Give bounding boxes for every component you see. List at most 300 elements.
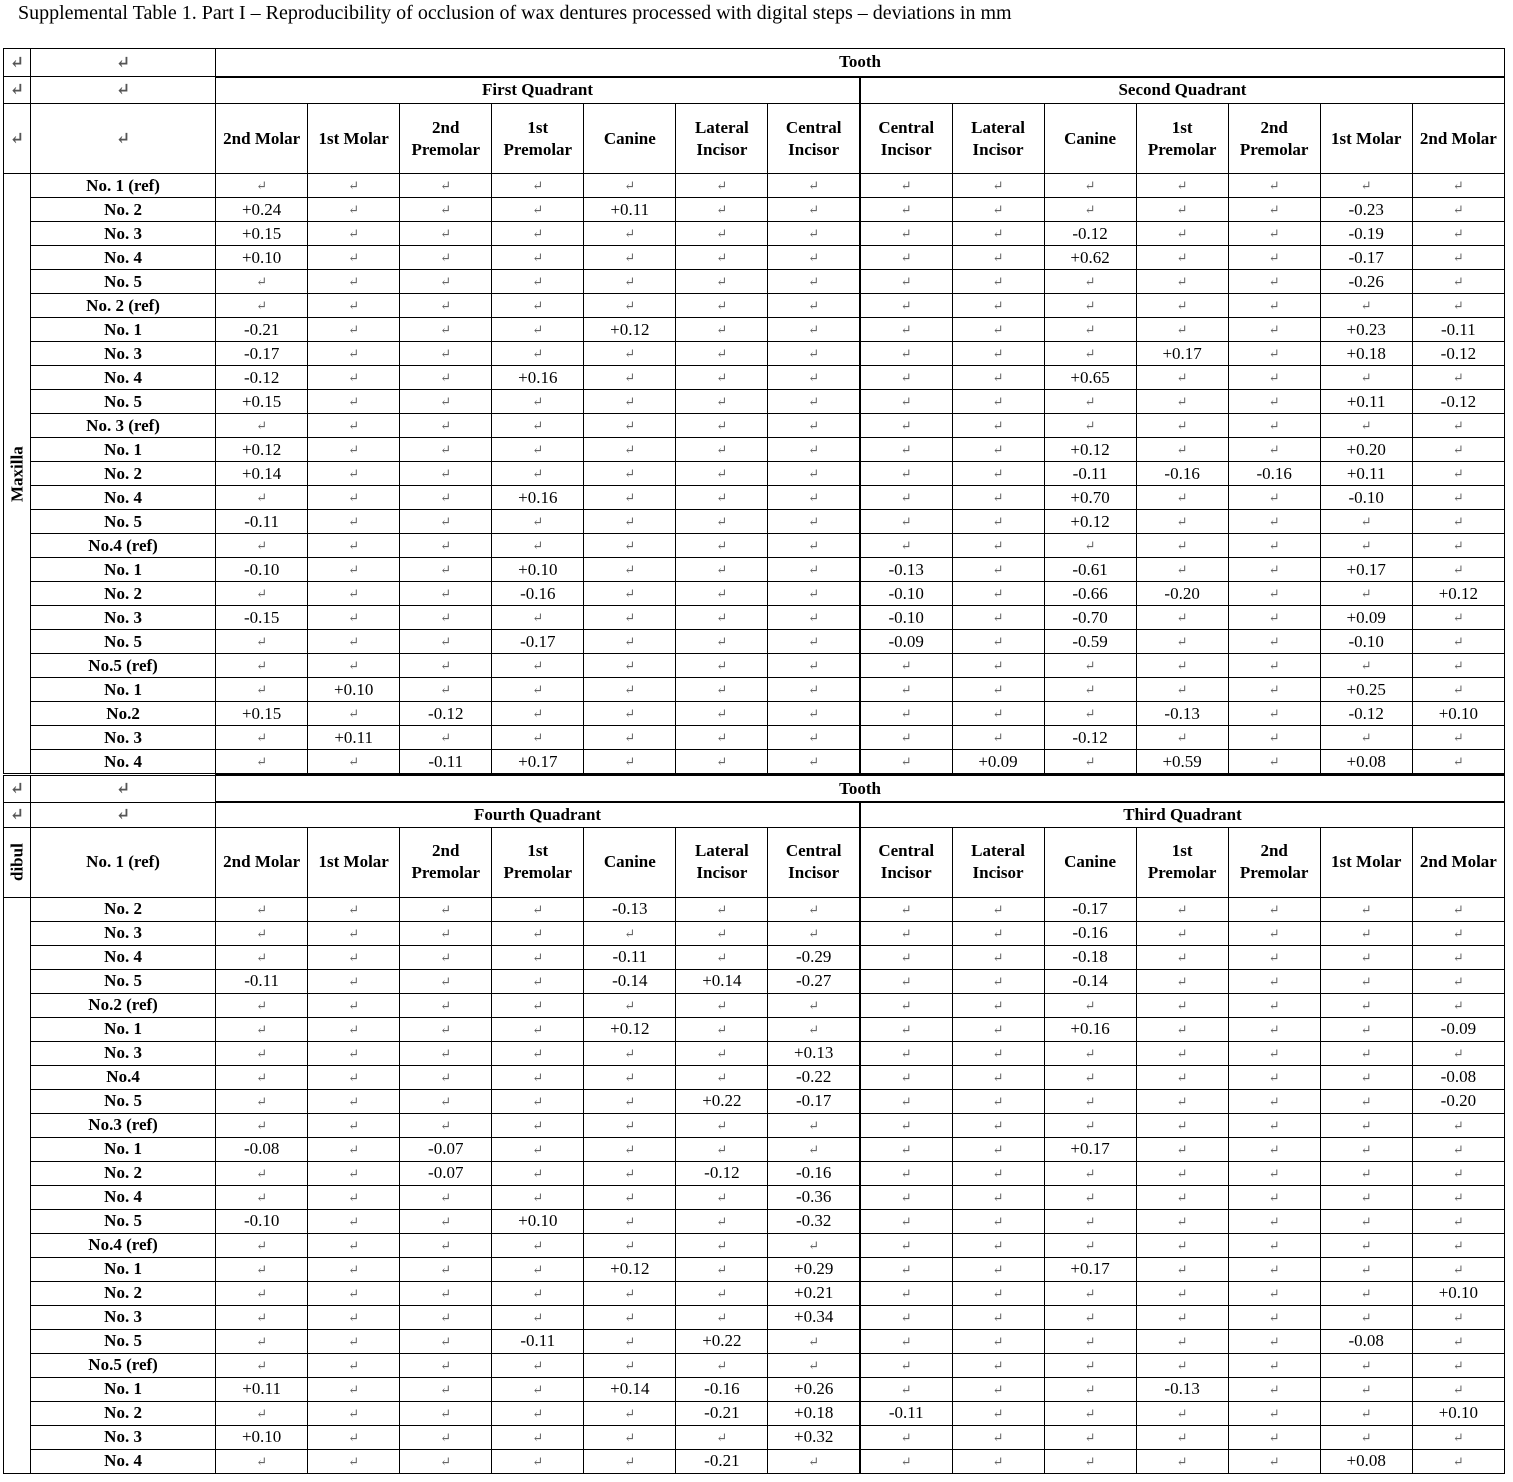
empty-cell bbox=[1412, 1425, 1504, 1449]
empty-cell bbox=[308, 1137, 400, 1161]
empty-cell bbox=[1136, 1137, 1228, 1161]
row-label: No. 2 bbox=[31, 198, 216, 222]
empty-cell bbox=[1044, 1329, 1136, 1353]
empty-cell bbox=[308, 390, 400, 414]
empty-cell bbox=[1136, 558, 1228, 582]
deviation-value: +0.10 bbox=[1412, 702, 1504, 726]
empty-cell bbox=[676, 534, 768, 558]
empty-cell bbox=[768, 1113, 860, 1137]
empty-cell bbox=[676, 222, 768, 246]
empty-cell bbox=[1136, 1305, 1228, 1329]
empty-cell bbox=[216, 726, 308, 750]
empty-cell bbox=[492, 294, 584, 318]
empty-cell bbox=[676, 1041, 768, 1065]
empty-cell bbox=[400, 1329, 492, 1353]
row-label: No. 3 bbox=[31, 921, 216, 945]
deviation-value: +0.16 bbox=[492, 486, 584, 510]
empty-cell bbox=[308, 969, 400, 993]
empty-cell bbox=[400, 993, 492, 1017]
deviation-value: -0.12 bbox=[1044, 222, 1136, 246]
empty-cell bbox=[676, 558, 768, 582]
row-label: No.2 bbox=[31, 702, 216, 726]
empty-cell bbox=[400, 1065, 492, 1089]
empty-cell bbox=[308, 582, 400, 606]
empty-cell bbox=[768, 246, 860, 270]
empty-cell bbox=[1136, 1041, 1228, 1065]
empty-cell bbox=[952, 1353, 1044, 1377]
deviation-value: -0.08 bbox=[1412, 1065, 1504, 1089]
empty-cell bbox=[1044, 198, 1136, 222]
empty-cell bbox=[400, 558, 492, 582]
deviation-value: -0.10 bbox=[1320, 630, 1412, 654]
empty-cell bbox=[308, 342, 400, 366]
empty-cell bbox=[1228, 246, 1320, 270]
empty-cell bbox=[584, 1185, 676, 1209]
empty-cell bbox=[492, 1377, 584, 1401]
deviation-value: -0.14 bbox=[584, 969, 676, 993]
deviation-value: +0.17 bbox=[1044, 1137, 1136, 1161]
empty-cell bbox=[216, 1449, 308, 1473]
deviation-value: -0.12 bbox=[1412, 390, 1504, 414]
empty-cell bbox=[584, 222, 676, 246]
empty-cell bbox=[400, 1257, 492, 1281]
empty-cell bbox=[584, 486, 676, 510]
empty-cell bbox=[308, 294, 400, 318]
empty-cell bbox=[584, 414, 676, 438]
empty-cell bbox=[860, 318, 952, 342]
empty-cell bbox=[1228, 606, 1320, 630]
empty-cell bbox=[1412, 534, 1504, 558]
empty-cell bbox=[860, 270, 952, 294]
empty-cell bbox=[1228, 897, 1320, 921]
column-header: Lateral Incisor bbox=[676, 827, 768, 897]
empty-cell bbox=[1136, 945, 1228, 969]
deviation-value: -0.19 bbox=[1320, 222, 1412, 246]
deviation-value: +0.11 bbox=[216, 1377, 308, 1401]
empty-cell bbox=[1320, 294, 1412, 318]
empty-cell bbox=[216, 1401, 308, 1425]
table-row bbox=[4, 534, 1505, 558]
row-label: No. 1 bbox=[31, 1257, 216, 1281]
empty-cell bbox=[492, 1233, 584, 1257]
deviation-value: -0.27 bbox=[768, 969, 860, 993]
empty-cell bbox=[400, 921, 492, 945]
deviation-value: -0.12 bbox=[216, 366, 308, 390]
table-row bbox=[4, 897, 1505, 921]
deviation-value: -0.11 bbox=[216, 969, 308, 993]
empty-cell bbox=[308, 921, 400, 945]
fourth-quadrant-header: Fourth Quadrant bbox=[216, 802, 860, 827]
corner-mark: ↵ bbox=[4, 77, 31, 104]
empty-cell bbox=[308, 1449, 400, 1473]
empty-cell bbox=[1136, 1185, 1228, 1209]
deviation-value: -0.15 bbox=[216, 606, 308, 630]
empty-cell bbox=[952, 702, 1044, 726]
row-label: No. 5 bbox=[31, 1209, 216, 1233]
empty-cell bbox=[308, 702, 400, 726]
deviation-value: -0.12 bbox=[1412, 342, 1504, 366]
empty-cell bbox=[216, 921, 308, 945]
empty-cell bbox=[1044, 390, 1136, 414]
row-label: No.4 (ref) bbox=[31, 534, 216, 558]
row-label: No. 3 bbox=[31, 342, 216, 366]
row-label: No. 3 bbox=[31, 222, 216, 246]
empty-cell bbox=[952, 510, 1044, 534]
empty-cell bbox=[400, 630, 492, 654]
empty-cell bbox=[1228, 390, 1320, 414]
empty-cell bbox=[584, 993, 676, 1017]
empty-cell bbox=[308, 462, 400, 486]
empty-cell bbox=[400, 726, 492, 750]
empty-cell bbox=[1044, 750, 1136, 774]
empty-cell bbox=[676, 1209, 768, 1233]
empty-cell bbox=[308, 1185, 400, 1209]
row-label: No. 2 bbox=[31, 1281, 216, 1305]
empty-cell bbox=[216, 897, 308, 921]
empty-cell bbox=[860, 246, 952, 270]
empty-cell bbox=[1136, 1257, 1228, 1281]
empty-cell bbox=[1412, 1113, 1504, 1137]
empty-cell bbox=[1320, 993, 1412, 1017]
empty-cell bbox=[860, 1233, 952, 1257]
empty-cell bbox=[1136, 1233, 1228, 1257]
empty-cell bbox=[492, 897, 584, 921]
empty-cell bbox=[308, 510, 400, 534]
row-label: No. 1 bbox=[31, 678, 216, 702]
empty-cell bbox=[952, 294, 1044, 318]
empty-cell bbox=[216, 486, 308, 510]
empty-cell bbox=[216, 993, 308, 1017]
empty-cell bbox=[492, 1089, 584, 1113]
empty-cell bbox=[1412, 630, 1504, 654]
empty-cell bbox=[768, 366, 860, 390]
empty-cell bbox=[1228, 1065, 1320, 1089]
empty-cell bbox=[860, 438, 952, 462]
row-label: No. 1 (ref) bbox=[31, 174, 216, 198]
table-row bbox=[4, 270, 1505, 294]
deviation-value: +0.14 bbox=[676, 969, 768, 993]
table-row bbox=[4, 1065, 1505, 1089]
empty-cell bbox=[492, 510, 584, 534]
deviation-value: -0.11 bbox=[400, 750, 492, 774]
row-label: No. 5 bbox=[31, 630, 216, 654]
deviation-value: +0.18 bbox=[1320, 342, 1412, 366]
table-row bbox=[4, 654, 1505, 678]
empty-cell bbox=[1228, 1137, 1320, 1161]
empty-cell bbox=[1412, 294, 1504, 318]
empty-cell bbox=[308, 1089, 400, 1113]
empty-cell bbox=[860, 726, 952, 750]
empty-cell bbox=[1320, 1281, 1412, 1305]
column-header: Central Incisor bbox=[860, 104, 952, 174]
empty-cell bbox=[216, 294, 308, 318]
row-label: No. 1 bbox=[31, 318, 216, 342]
empty-cell bbox=[768, 1233, 860, 1257]
empty-cell bbox=[216, 1233, 308, 1257]
deviation-value: -0.11 bbox=[584, 945, 676, 969]
empty-cell bbox=[768, 414, 860, 438]
row-label: No. 3 bbox=[31, 1041, 216, 1065]
empty-cell bbox=[400, 390, 492, 414]
empty-cell bbox=[584, 606, 676, 630]
deviation-value: +0.17 bbox=[1044, 1257, 1136, 1281]
empty-cell bbox=[768, 993, 860, 1017]
column-header: 1st Molar bbox=[1320, 827, 1412, 897]
empty-cell bbox=[1228, 1233, 1320, 1257]
empty-cell bbox=[1412, 510, 1504, 534]
empty-cell bbox=[768, 438, 860, 462]
empty-cell bbox=[400, 510, 492, 534]
row-label: No. 3 bbox=[31, 1305, 216, 1329]
empty-cell bbox=[1412, 366, 1504, 390]
deviation-value: +0.11 bbox=[1320, 390, 1412, 414]
deviation-value: +0.11 bbox=[308, 726, 400, 750]
deviation-value: -0.21 bbox=[676, 1449, 768, 1473]
empty-cell bbox=[1228, 702, 1320, 726]
row-label: No. 1 bbox=[31, 1137, 216, 1161]
empty-cell bbox=[584, 438, 676, 462]
empty-cell bbox=[1136, 969, 1228, 993]
empty-cell bbox=[676, 1425, 768, 1449]
empty-cell bbox=[860, 1113, 952, 1137]
deviation-value: -0.21 bbox=[216, 318, 308, 342]
empty-cell bbox=[1136, 921, 1228, 945]
empty-cell bbox=[952, 1401, 1044, 1425]
empty-cell bbox=[952, 1041, 1044, 1065]
table-row bbox=[4, 1089, 1505, 1113]
empty-cell bbox=[492, 342, 584, 366]
empty-cell bbox=[492, 969, 584, 993]
empty-cell bbox=[584, 1353, 676, 1377]
empty-cell bbox=[676, 198, 768, 222]
empty-cell bbox=[952, 1377, 1044, 1401]
deviation-value: +0.23 bbox=[1320, 318, 1412, 342]
deviation-value: -0.12 bbox=[1044, 726, 1136, 750]
empty-cell bbox=[400, 438, 492, 462]
empty-cell bbox=[216, 750, 308, 774]
empty-cell bbox=[1228, 366, 1320, 390]
deviation-value: +0.15 bbox=[216, 702, 308, 726]
column-header: Canine bbox=[1044, 827, 1136, 897]
empty-cell bbox=[1044, 1449, 1136, 1473]
empty-cell bbox=[584, 1089, 676, 1113]
empty-cell bbox=[308, 1377, 400, 1401]
empty-cell bbox=[400, 897, 492, 921]
empty-cell bbox=[860, 462, 952, 486]
empty-cell bbox=[492, 921, 584, 945]
empty-cell bbox=[1320, 510, 1412, 534]
empty-cell bbox=[1412, 558, 1504, 582]
empty-cell bbox=[952, 1257, 1044, 1281]
empty-cell bbox=[860, 222, 952, 246]
empty-cell bbox=[1136, 1089, 1228, 1113]
empty-cell bbox=[492, 270, 584, 294]
empty-cell bbox=[492, 1041, 584, 1065]
empty-cell bbox=[768, 582, 860, 606]
deviation-value: -0.16 bbox=[768, 1161, 860, 1185]
empty-cell bbox=[676, 510, 768, 534]
empty-cell bbox=[952, 414, 1044, 438]
empty-cell bbox=[584, 390, 676, 414]
empty-cell bbox=[1228, 1113, 1320, 1137]
empty-cell bbox=[216, 1041, 308, 1065]
empty-cell bbox=[308, 414, 400, 438]
deviation-value: +0.10 bbox=[308, 678, 400, 702]
table-row bbox=[4, 921, 1505, 945]
empty-cell bbox=[676, 1257, 768, 1281]
column-header: Canine bbox=[1044, 104, 1136, 174]
empty-cell bbox=[676, 462, 768, 486]
deviation-value: -0.61 bbox=[1044, 558, 1136, 582]
deviation-value: +0.09 bbox=[952, 750, 1044, 774]
empty-cell bbox=[952, 1161, 1044, 1185]
empty-cell bbox=[676, 750, 768, 774]
empty-cell bbox=[1136, 606, 1228, 630]
table-row bbox=[4, 438, 1505, 462]
empty-cell bbox=[1044, 318, 1136, 342]
empty-cell bbox=[1136, 222, 1228, 246]
empty-cell bbox=[492, 654, 584, 678]
empty-cell bbox=[400, 246, 492, 270]
column-header: 2nd Molar bbox=[1412, 827, 1504, 897]
deviation-value: -0.59 bbox=[1044, 630, 1136, 654]
empty-cell bbox=[400, 174, 492, 198]
empty-cell bbox=[1320, 945, 1412, 969]
empty-cell bbox=[1228, 1017, 1320, 1041]
table-row bbox=[4, 510, 1505, 534]
row-label: No. 4 bbox=[31, 1185, 216, 1209]
deviation-value: -0.36 bbox=[768, 1185, 860, 1209]
empty-cell bbox=[768, 558, 860, 582]
empty-cell bbox=[860, 750, 952, 774]
empty-cell bbox=[1228, 318, 1320, 342]
table-row bbox=[4, 174, 1505, 198]
deviation-value: -0.07 bbox=[400, 1161, 492, 1185]
empty-cell bbox=[952, 1089, 1044, 1113]
empty-cell bbox=[1412, 897, 1504, 921]
table-row bbox=[4, 1305, 1505, 1329]
empty-cell bbox=[676, 486, 768, 510]
empty-cell bbox=[584, 1281, 676, 1305]
empty-cell bbox=[584, 246, 676, 270]
empty-cell bbox=[768, 1449, 860, 1473]
empty-cell bbox=[952, 726, 1044, 750]
empty-cell bbox=[1136, 678, 1228, 702]
empty-cell bbox=[860, 1041, 952, 1065]
empty-cell bbox=[216, 1185, 308, 1209]
empty-cell bbox=[860, 294, 952, 318]
deviation-value: -0.17 bbox=[768, 1089, 860, 1113]
table-row bbox=[4, 342, 1505, 366]
empty-cell bbox=[216, 654, 308, 678]
empty-cell bbox=[1320, 726, 1412, 750]
table-row bbox=[4, 678, 1505, 702]
empty-cell bbox=[216, 678, 308, 702]
deviation-value: -0.29 bbox=[768, 945, 860, 969]
column-header: Canine bbox=[584, 104, 676, 174]
empty-cell bbox=[1044, 342, 1136, 366]
empty-cell bbox=[1228, 1329, 1320, 1353]
empty-cell bbox=[216, 945, 308, 969]
empty-cell bbox=[1320, 366, 1412, 390]
deviation-value: -0.10 bbox=[860, 582, 952, 606]
column-header: 1st Molar bbox=[308, 827, 400, 897]
deviation-value: -0.26 bbox=[1320, 270, 1412, 294]
empty-cell bbox=[860, 1161, 952, 1185]
empty-cell bbox=[768, 654, 860, 678]
empty-cell bbox=[952, 1329, 1044, 1353]
row-label: No. 2 bbox=[31, 1161, 216, 1185]
empty-cell bbox=[400, 945, 492, 969]
empty-cell bbox=[1412, 1233, 1504, 1257]
empty-cell bbox=[1044, 1401, 1136, 1425]
empty-cell bbox=[308, 654, 400, 678]
empty-cell bbox=[308, 897, 400, 921]
row-label: No. 3 bbox=[31, 726, 216, 750]
empty-cell bbox=[952, 1449, 1044, 1473]
empty-cell bbox=[400, 1089, 492, 1113]
empty-cell bbox=[584, 270, 676, 294]
empty-cell bbox=[216, 174, 308, 198]
deviation-value: +0.12 bbox=[584, 1017, 676, 1041]
empty-cell bbox=[584, 366, 676, 390]
corner-mark: ↵ bbox=[4, 104, 31, 174]
empty-cell bbox=[676, 1113, 768, 1137]
table-row bbox=[4, 1401, 1505, 1425]
deviation-value: -0.21 bbox=[676, 1401, 768, 1425]
empty-cell bbox=[492, 702, 584, 726]
empty-cell bbox=[308, 750, 400, 774]
mandible-side-label: dibul bbox=[4, 827, 31, 897]
empty-cell bbox=[1412, 726, 1504, 750]
empty-cell bbox=[860, 1281, 952, 1305]
table-row bbox=[4, 1185, 1505, 1209]
empty-cell bbox=[1320, 1089, 1412, 1113]
empty-cell bbox=[1136, 1401, 1228, 1425]
empty-cell bbox=[676, 366, 768, 390]
deviation-value: +0.08 bbox=[1320, 1449, 1412, 1473]
row-label: No.4 bbox=[31, 1065, 216, 1089]
row-label: No.2 (ref) bbox=[31, 993, 216, 1017]
empty-cell bbox=[400, 270, 492, 294]
empty-cell bbox=[308, 945, 400, 969]
empty-cell bbox=[952, 222, 1044, 246]
deviation-value: -0.12 bbox=[1320, 702, 1412, 726]
row-label: No. 5 bbox=[31, 1089, 216, 1113]
empty-cell bbox=[308, 246, 400, 270]
empty-cell bbox=[1136, 1425, 1228, 1449]
empty-cell bbox=[492, 1305, 584, 1329]
first-quadrant-header: First Quadrant bbox=[216, 77, 860, 104]
empty-cell bbox=[768, 510, 860, 534]
deviation-value: -0.07 bbox=[400, 1137, 492, 1161]
empty-cell bbox=[216, 630, 308, 654]
empty-cell bbox=[952, 1017, 1044, 1041]
empty-cell bbox=[584, 558, 676, 582]
empty-cell bbox=[584, 750, 676, 774]
empty-cell bbox=[1136, 414, 1228, 438]
empty-cell bbox=[400, 606, 492, 630]
column-header: 2nd Molar bbox=[1412, 104, 1504, 174]
column-header: Lateral Incisor bbox=[676, 104, 768, 174]
empty-cell bbox=[1044, 1089, 1136, 1113]
column-header: 2nd Premolar bbox=[1228, 104, 1320, 174]
empty-cell bbox=[400, 534, 492, 558]
deviation-value: -0.10 bbox=[860, 606, 952, 630]
deviation-value: -0.18 bbox=[1044, 945, 1136, 969]
row-label: No. 2 bbox=[31, 897, 216, 921]
empty-cell bbox=[676, 654, 768, 678]
